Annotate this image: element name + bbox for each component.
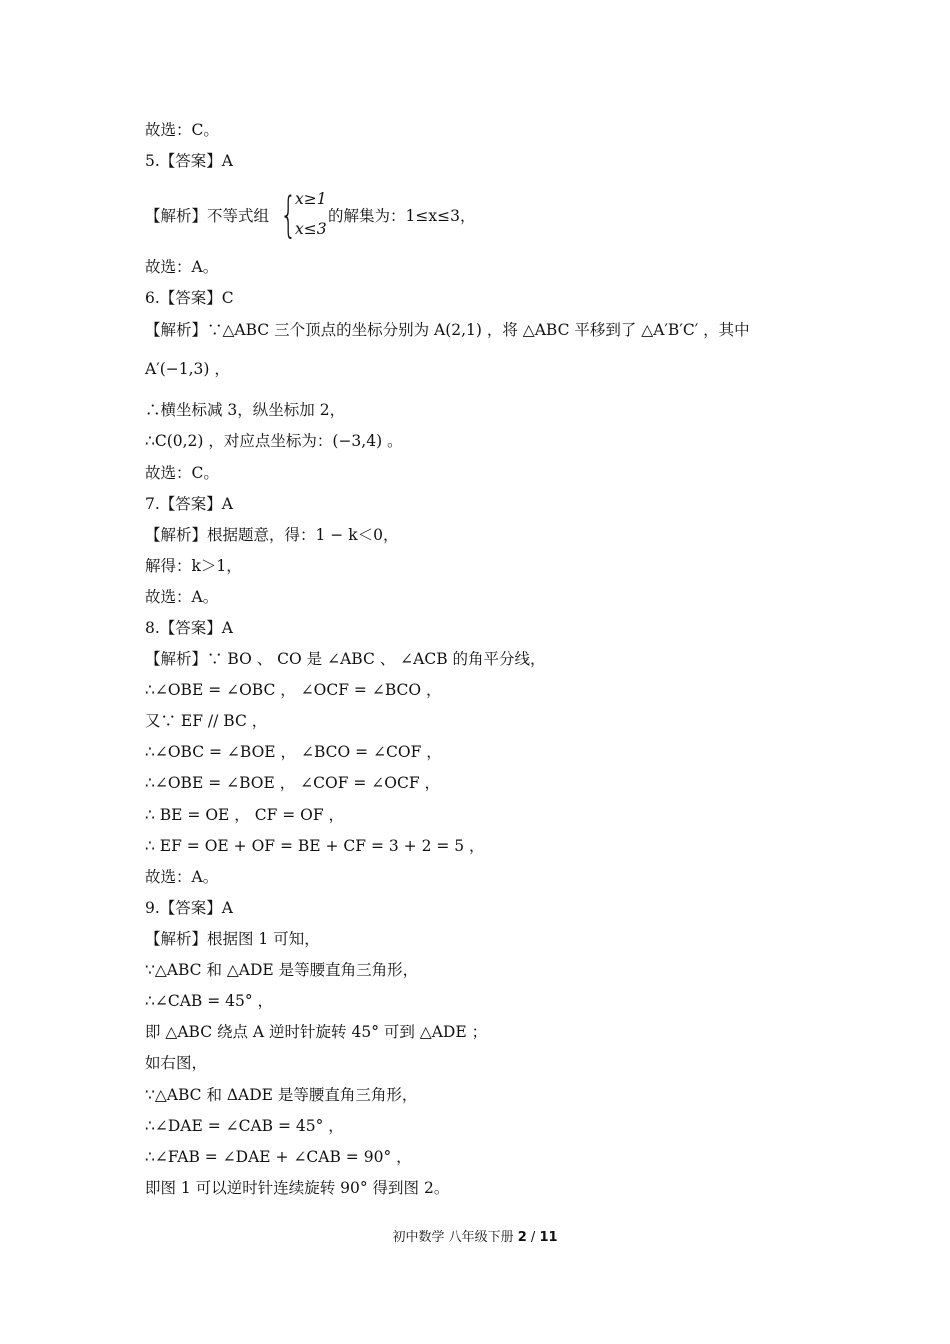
inequality-analysis	[145, 186, 830, 246]
text-line: 故选：C。	[145, 121, 219, 139]
text-line: ∴∠CAB = 45° ，	[145, 992, 274, 1010]
text-line: ∴∠FAB = ∠DAE + ∠CAB = 90° ，	[145, 1148, 412, 1166]
text-line: 【解析】根据图 1 可知，	[145, 930, 320, 948]
text-line: 即 △ABC 绕点 A 逆时针旋转 45° 可到 △ADE ；	[145, 1023, 488, 1041]
answer-heading: 7.【答案】A	[145, 495, 233, 513]
text-line: ∴横坐标减 3，纵坐标加 2，	[145, 401, 346, 419]
text-line: 【解析】根据题意，得：1 − k＜0，	[145, 526, 399, 544]
page-footer	[0, 1226, 950, 1245]
solution-text: 的解集为：1≤x≤3，	[328, 207, 476, 225]
text-line: ∴∠OBE = ∠BOE ， ∠COF = ∠OCF ，	[145, 774, 441, 792]
text-line: A′(−1,3) ，	[145, 360, 230, 378]
answer-heading: 8.【答案】A	[145, 619, 233, 637]
left-brace: {	[280, 187, 297, 243]
footer-page-number: 2	[517, 1230, 527, 1245]
text-line: ∵△ABC 和 ΔADE 是等腰直角三角形，	[145, 1086, 418, 1104]
footer-separator: /	[526, 1230, 540, 1245]
text-line: 解得：k＞1，	[145, 557, 242, 575]
system-bottom-inequality: x≤3	[295, 220, 327, 238]
text-line: 故选：C。	[145, 464, 219, 482]
text-line: 故选：A。	[145, 868, 219, 886]
answer-heading: 6.【答案】C	[145, 289, 234, 307]
text-line: ∴∠OBC = ∠BOE ， ∠BCO = ∠COF ，	[145, 743, 442, 761]
footer-page-total: 11	[539, 1230, 558, 1245]
text-line: 【解析】∵△ABC 三个顶点的坐标分别为 A(2,1) ，将 △ABC 平移到了 △A′B′C′ ，其中	[145, 321, 750, 339]
footer-subject: 初中数学 八年级下册	[392, 1230, 514, 1245]
text-line: 又∵ EF // BC ，	[145, 712, 268, 730]
text-line: ∴∠DAE = ∠CAB = 45° ，	[145, 1117, 344, 1135]
text-line: 故选：A。	[145, 588, 219, 606]
text-line: ∴ EF = OE + OF = BE + CF = 3 + 2 = 5 ，	[145, 837, 485, 855]
text-line: ∴C(0,2) ，对应点坐标为：(−3,4) 。	[145, 432, 403, 450]
system-top-inequality: x≥1	[295, 190, 327, 208]
text-line: ∴ BE = OE ， CF = OF ，	[145, 806, 345, 824]
text-line: 如右图，	[145, 1054, 208, 1072]
answer-heading: 9.【答案】A	[145, 899, 233, 917]
analysis-label: 【解析】不等式组	[145, 207, 270, 225]
text-line: 即图 1 可以逆时针连续旋转 90° 得到图 2。	[145, 1179, 450, 1197]
text-line: 故选：A。	[145, 258, 219, 276]
text-line: 【解析】∵ BO 、 CO 是 ∠ABC 、 ∠ACB 的角平分线，	[145, 650, 546, 668]
answer-heading: 5.【答案】A	[145, 152, 233, 170]
text-line: ∵△ABC 和 △ADE 是等腰直角三角形，	[145, 961, 419, 979]
text-line: ∴∠OBE = ∠OBC ， ∠OCF = ∠BCO ，	[145, 681, 442, 699]
